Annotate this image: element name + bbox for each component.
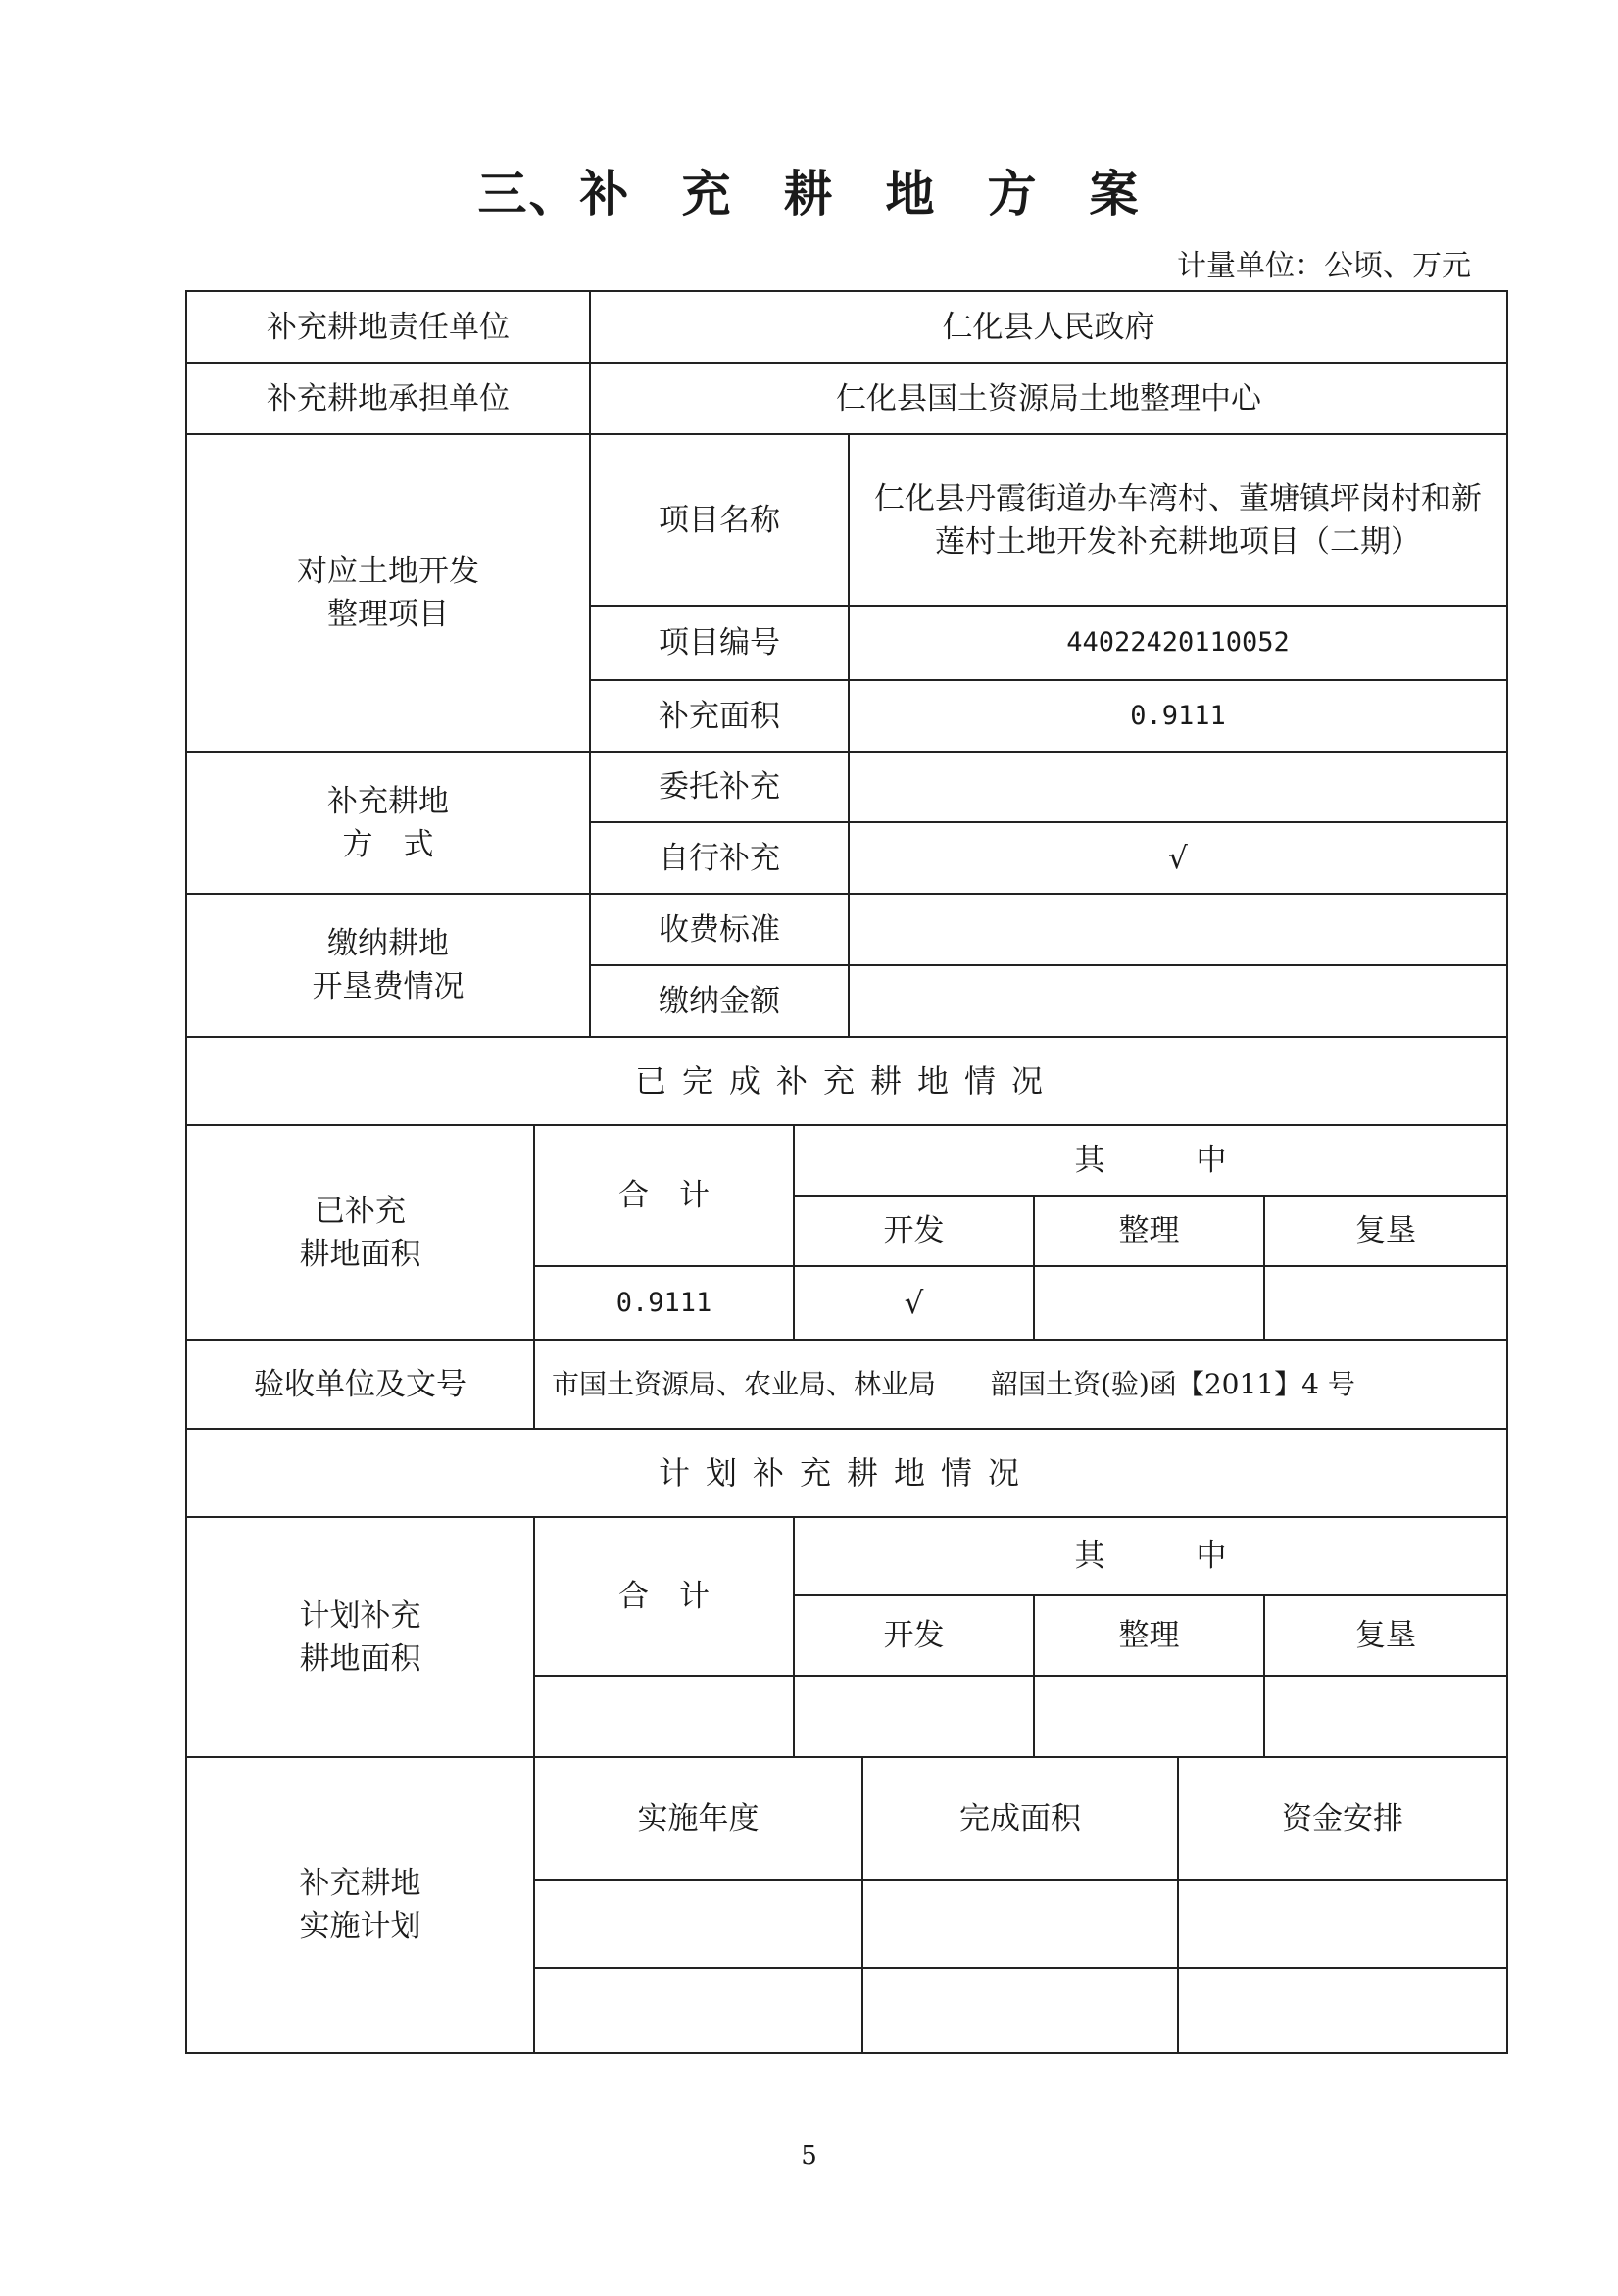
project-number-label: 项目编号 [659, 625, 780, 660]
supplement-area-label: 补充面积 [659, 698, 780, 734]
entrusted-value [849, 752, 1507, 822]
completed-reclaim-value [1264, 1266, 1507, 1340]
responsible-unit-value: 仁化县人民政府 [942, 309, 1155, 345]
planned-total-label: 合 计 [618, 1579, 710, 1614]
fee-group-label: 缴纳耕地 开垦费情况 [312, 926, 465, 1004]
project-number-value: 44022420110052 [1066, 627, 1290, 658]
fee-standard-value [849, 894, 1507, 965]
plan-area-header: 完成面积 [959, 1800, 1081, 1836]
supplement-area-value: 0.9111 [1130, 700, 1226, 731]
completed-total-value: 0.9111 [615, 1287, 712, 1318]
entrusted-label: 委托补充 [659, 769, 780, 805]
fee-standard-label: 收费标准 [659, 911, 780, 948]
undertaking-unit-label: 补充耕地承担单位 [267, 380, 510, 416]
plan-funding-header: 资金安排 [1282, 1800, 1403, 1836]
planned-develop-label: 开发 [883, 1618, 945, 1653]
planned-consolidate-label: 整理 [1118, 1618, 1180, 1653]
page-title: 三、补 充 耕 地 方 案 [477, 166, 1141, 222]
planned-area-label: 计划补充 耕地面积 [299, 1597, 421, 1677]
self-supplement-label: 自行补充 [659, 840, 780, 876]
unit-note: 计量单位：公顷、万元 [1177, 249, 1471, 283]
completed-section-heading: 已完成补充耕地情况 [634, 1062, 1058, 1099]
acceptance-label: 验收单位及文号 [254, 1366, 466, 1402]
project-name-value: 仁化县丹霞街道办车湾村、董塘镇坪岗村和新莲村土地开发补充耕地项目（二期） [874, 480, 1482, 560]
fee-amount-label: 缴纳金额 [659, 983, 780, 1019]
planned-of-which-label: 其 中 [1074, 1539, 1227, 1574]
self-supplement-value: √ [1168, 840, 1188, 876]
responsible-unit-label: 补充耕地责任单位 [267, 309, 510, 345]
completed-of-which-label: 其 中 [1074, 1143, 1227, 1178]
page-number: 5 [801, 2141, 817, 2171]
completed-develop-label: 开发 [883, 1213, 945, 1248]
plan-year-header: 实施年度 [637, 1800, 760, 1836]
acceptance-value: 市国土资源局、农业局、林业局 韶国土资(验)函【2011】4 号 [552, 1367, 1355, 1400]
planned-reclaim-label: 复垦 [1355, 1618, 1416, 1653]
plan-label: 补充耕地 实施计划 [299, 1866, 421, 1944]
completed-total-label: 合 计 [618, 1178, 710, 1213]
completed-consolidate-value [1034, 1266, 1264, 1340]
completed-consolidate-label: 整理 [1118, 1213, 1180, 1248]
fee-amount-value [849, 965, 1507, 1037]
project-group-label: 对应土地开发 整理项目 [297, 554, 479, 632]
undertaking-unit-value: 仁化县国土资源局土地整理中心 [836, 380, 1261, 416]
completed-reclaim-label: 复垦 [1355, 1213, 1416, 1248]
completed-area-label: 已补充 耕地面积 [299, 1193, 421, 1272]
completed-develop-value: √ [904, 1285, 924, 1321]
planned-section-heading: 计划补充耕地情况 [658, 1454, 1035, 1491]
method-group-label: 补充耕地 方 式 [327, 783, 449, 862]
project-name-label: 项目名称 [659, 502, 780, 538]
